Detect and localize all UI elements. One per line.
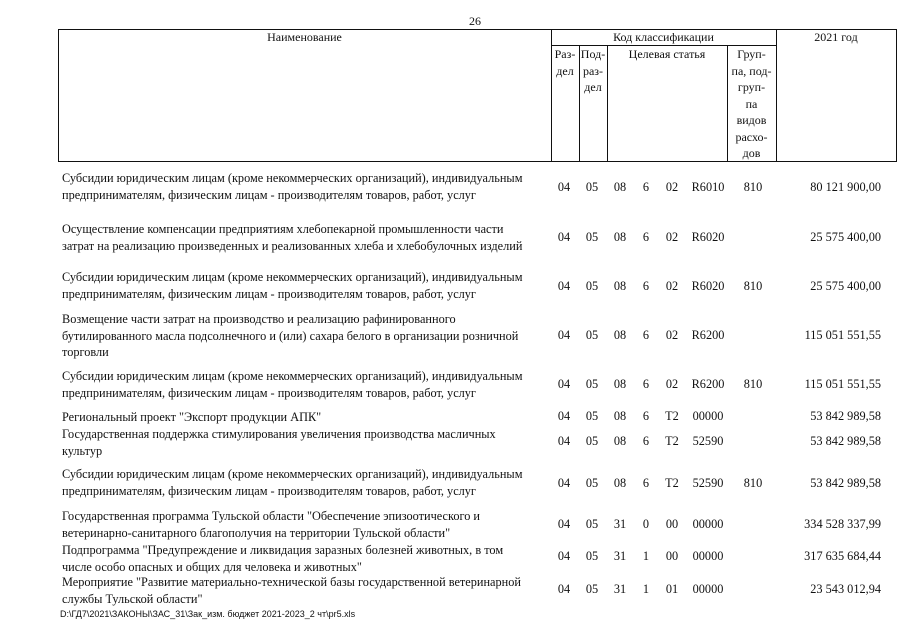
row-code-c4: 6 bbox=[642, 476, 650, 490]
row-code-c5: T2 bbox=[665, 476, 679, 490]
row-code-c2: 05 bbox=[585, 377, 599, 391]
header-target-item: Целевая статья bbox=[628, 47, 706, 61]
row-name bbox=[62, 368, 552, 401]
header-subsection-line: раз- bbox=[582, 63, 604, 78]
row-amount: 53 842 989,58 bbox=[810, 409, 881, 423]
row-amount: 23 543 012,94 bbox=[810, 582, 881, 596]
row-code-c7: 810 bbox=[743, 180, 763, 194]
row-code-c4: 6 bbox=[642, 409, 650, 423]
row-code-c4: 6 bbox=[642, 180, 650, 194]
header-expense-group-line: дов bbox=[742, 146, 761, 160]
row-code-c6: R6200 bbox=[691, 328, 725, 342]
row-code-c6: R6010 bbox=[691, 180, 725, 194]
row-code-c1: 04 bbox=[557, 328, 571, 342]
header-expense-group-line: па, под- bbox=[731, 63, 772, 78]
header-expense-group-line: груп- bbox=[737, 80, 766, 94]
row-name-line: ветеринарно-санитарного благополучия на территории Тульской области" bbox=[62, 525, 451, 540]
row-name-line: Государственная поддержка стимулирования увеличения производства масличных bbox=[62, 427, 496, 441]
row-code-c5: 02 bbox=[665, 230, 679, 244]
row-code-c3: 31 bbox=[613, 582, 627, 596]
row-code-c2: 05 bbox=[585, 279, 599, 293]
row-code-c3: 08 bbox=[613, 230, 627, 244]
row-code-c2: 05 bbox=[585, 476, 599, 490]
row-name-line: предпринимателям, физическим лицам - производителям товаров, работ, услуг bbox=[62, 483, 476, 498]
row-amount: 25 575 400,00 bbox=[810, 230, 881, 244]
row-code-c5: 00 bbox=[665, 517, 679, 531]
row-name-line: предпринимателям, физическим лицам - производителям товаров, работ, услуг bbox=[62, 385, 476, 400]
row-name bbox=[62, 221, 552, 254]
row-code-c1: 04 bbox=[557, 434, 571, 448]
row-code-c6: 00000 bbox=[692, 582, 724, 596]
row-code-c3: 31 bbox=[613, 549, 627, 563]
row-code-c6: 00000 bbox=[692, 409, 724, 423]
row-code-c3: 08 bbox=[613, 476, 627, 490]
row-code-c4: 1 bbox=[642, 582, 650, 596]
page-number: 26 bbox=[469, 14, 481, 28]
header-subsection-line: дел bbox=[584, 80, 602, 94]
row-code-c6: R6020 bbox=[691, 230, 725, 244]
header-expense-group-line: расхо- bbox=[735, 129, 768, 144]
row-code-c5: 00 bbox=[665, 549, 679, 563]
header-year: 2021 год bbox=[814, 30, 858, 44]
row-code-c2: 05 bbox=[585, 549, 599, 563]
row-amount: 80 121 900,00 bbox=[810, 180, 881, 194]
row-code-c3: 08 bbox=[613, 328, 627, 342]
row-amount: 53 842 989,58 bbox=[810, 434, 881, 448]
row-code-c5: 01 bbox=[665, 582, 679, 596]
row-name-line: Региональный проект "Экспорт продукции АПК" bbox=[62, 410, 322, 424]
row-amount: 317 635 684,44 bbox=[804, 549, 881, 563]
row-code-c4: 6 bbox=[642, 279, 650, 293]
row-code-c1: 04 bbox=[557, 549, 571, 563]
row-name-line: культур bbox=[62, 443, 103, 458]
row-code-c3: 08 bbox=[613, 180, 627, 194]
row-code-c7: 810 bbox=[743, 279, 763, 293]
row-name-line: Подпрограмма "Предупреждение и ликвидация заразных болезней животных, в том bbox=[62, 543, 504, 557]
row-code-c1: 04 bbox=[557, 517, 571, 531]
row-name-line: службы Тульской области" bbox=[62, 591, 203, 606]
row-name bbox=[62, 409, 552, 426]
row-code-c2: 05 bbox=[585, 328, 599, 342]
row-code-c5: 02 bbox=[665, 377, 679, 391]
row-name-line: бутилированного масла подсолнечного и (или) сахара белого в организации розничной bbox=[62, 328, 519, 343]
row-name-line: Субсидии юридическим лицам (кроме некоммерческих организаций), индивидуальным bbox=[62, 171, 523, 185]
row-amount: 115 051 551,55 bbox=[804, 377, 881, 391]
row-code-c6: 52590 bbox=[692, 476, 724, 490]
header-section-line: Раз- bbox=[554, 47, 576, 61]
row-name-line: затрат на реализацию произведенных и реализованных хлеба и хлебобулочных изделий bbox=[62, 238, 523, 253]
row-code-c2: 05 bbox=[585, 180, 599, 194]
row-code-c1: 04 bbox=[557, 230, 571, 244]
row-code-c3: 08 bbox=[613, 377, 627, 391]
row-name-line: Субсидии юридическим лицам (кроме некоммерческих организаций), индивидуальным bbox=[62, 270, 523, 284]
row-name bbox=[62, 269, 552, 302]
row-code-c6: 00000 bbox=[692, 549, 724, 563]
row-code-c5: T2 bbox=[665, 434, 679, 448]
row-name-line: предпринимателям, физическим лицам - производителям товаров, работ, услуг bbox=[62, 286, 476, 301]
row-code-c2: 05 bbox=[585, 517, 599, 531]
row-name-line: Субсидии юридическим лицам (кроме некоммерческих организаций), индивидуальным bbox=[62, 467, 523, 481]
row-code-c4: 1 bbox=[642, 549, 650, 563]
row-name-line: Осуществление компенсации предприятиям хлебопекарной промышленности части bbox=[62, 222, 504, 236]
row-code-c6: R6020 bbox=[691, 279, 725, 293]
row-code-c5: 02 bbox=[665, 180, 679, 194]
row-code-c5: T2 bbox=[665, 409, 679, 423]
header-subsection-line: Под- bbox=[580, 47, 606, 61]
row-code-c4: 6 bbox=[642, 230, 650, 244]
row-code-c7: 810 bbox=[743, 377, 763, 391]
row-name-line: Субсидии юридическим лицам (кроме некоммерческих организаций), индивидуальным bbox=[62, 369, 523, 383]
row-code-c1: 04 bbox=[557, 180, 571, 194]
row-name-line: Возмещение части затрат на производство и реализацию рафинированного bbox=[62, 312, 456, 326]
header-expense-group-line: па bbox=[745, 96, 758, 111]
row-name-line: торговли bbox=[62, 345, 109, 359]
row-name bbox=[62, 574, 552, 607]
row-code-c2: 05 bbox=[585, 582, 599, 596]
row-code-c1: 04 bbox=[557, 582, 571, 596]
row-name bbox=[62, 170, 552, 203]
row-code-c6: 52590 bbox=[692, 434, 724, 448]
row-code-c6: R6200 bbox=[691, 377, 725, 391]
row-name-line: предпринимателям, физическим лицам - производителям товаров, работ, услуг bbox=[62, 187, 476, 202]
row-code-c3: 08 bbox=[613, 409, 627, 423]
row-code-c2: 05 bbox=[585, 230, 599, 244]
row-code-c5: 02 bbox=[665, 328, 679, 342]
row-code-c1: 04 bbox=[557, 377, 571, 391]
row-name bbox=[62, 426, 552, 459]
row-code-c3: 08 bbox=[613, 279, 627, 293]
row-code-c4: 6 bbox=[642, 328, 650, 342]
header-code: Код классификации bbox=[613, 30, 714, 44]
row-code-c3: 31 bbox=[613, 517, 627, 531]
row-code-c1: 04 bbox=[557, 279, 571, 293]
row-name bbox=[62, 508, 552, 541]
header-expense-group-line: видов bbox=[736, 113, 767, 127]
row-code-c4: 6 bbox=[642, 434, 650, 448]
row-amount: 53 842 989,58 bbox=[810, 476, 881, 490]
row-code-c5: 02 bbox=[665, 279, 679, 293]
row-code-c3: 08 bbox=[613, 434, 627, 448]
row-code-c6: 00000 bbox=[692, 517, 724, 531]
row-code-c4: 6 bbox=[642, 377, 650, 391]
row-amount: 115 051 551,55 bbox=[804, 328, 881, 342]
row-code-c2: 05 bbox=[585, 409, 599, 423]
header-name: Наименование bbox=[267, 30, 342, 44]
row-code-c1: 04 bbox=[557, 476, 571, 490]
row-amount: 25 575 400,00 bbox=[810, 279, 881, 293]
row-amount: 334 528 337,99 bbox=[804, 517, 881, 531]
row-code-c7: 810 bbox=[743, 476, 763, 490]
row-name bbox=[62, 311, 552, 361]
row-code-c1: 04 bbox=[557, 409, 571, 423]
row-code-c4: 0 bbox=[642, 517, 650, 531]
header-section-line: дел bbox=[556, 63, 574, 78]
row-name bbox=[62, 466, 552, 499]
header-expense-group-line: Груп- bbox=[737, 47, 766, 61]
file-path-footer: D:\ГД7\2021\ЗАКОНЫ\ЗАС_31\Зак_изм. бюджет 2021-2023_2 чт\pr5.xls bbox=[60, 609, 356, 619]
row-name-line: числе особо опасных и общих для человека и животных" bbox=[62, 559, 362, 574]
row-name bbox=[62, 542, 552, 575]
row-code-c2: 05 bbox=[585, 434, 599, 448]
row-name-line: Государственная программа Тульской области "Обеспечение эпизоотического и bbox=[62, 509, 481, 523]
row-name-line: Мероприятие "Развитие материально-технической базы государственной ветеринарной bbox=[62, 575, 521, 589]
